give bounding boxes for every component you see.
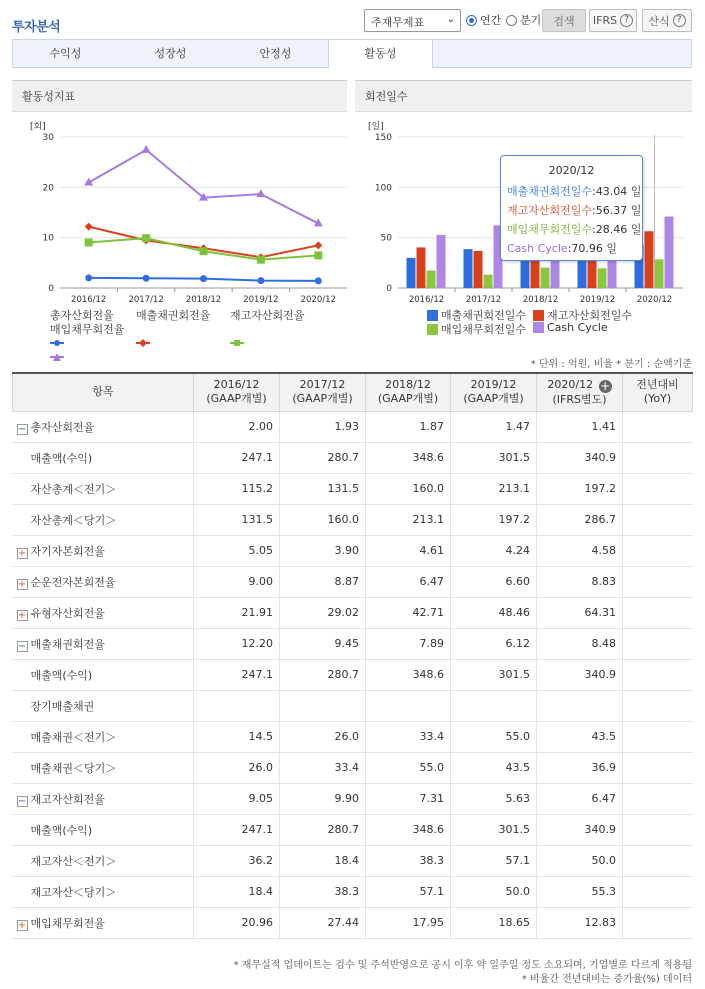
x-tick-label: 2020/12 <box>636 295 673 305</box>
y-tick-label: 30 <box>42 133 54 143</box>
row-label-cell <box>13 566 194 597</box>
row-label-cell <box>13 876 194 907</box>
value-cell <box>623 504 693 535</box>
tab-growth[interactable]: 성장성 <box>154 47 187 60</box>
value-cell: 1.87 <box>366 411 451 442</box>
value-cell <box>623 814 693 845</box>
value-cell: 340.9 <box>537 442 623 473</box>
legend-triangle-marker-icon <box>50 353 64 361</box>
table-row[interactable] <box>13 783 693 814</box>
y-tick-label: 0 <box>48 284 54 294</box>
legend-swatch <box>533 310 544 321</box>
value-cell: 280.7 <box>280 814 366 845</box>
tooltip-row <box>507 201 642 220</box>
table-row <box>13 442 693 473</box>
radio-quarter[interactable] <box>506 12 541 28</box>
value-cell: 247.1 <box>194 442 280 473</box>
legend-item[interactable] <box>230 307 304 323</box>
select-value: 주재무제표 <box>371 16 425 29</box>
value-cell: 48.46 <box>451 597 537 628</box>
value-cell: 50.0 <box>537 845 623 876</box>
value-cell: 6.12 <box>451 628 537 659</box>
footnote-yoy: * 비율간 전년대비는 증가율(%) 데이터 <box>521 974 692 985</box>
formula-button[interactable] <box>642 9 692 32</box>
panel-title: 활동성지표 <box>12 80 347 112</box>
value-cell: 29.02 <box>280 597 366 628</box>
value-cell: 131.5 <box>280 473 366 504</box>
tooltip-row <box>507 220 642 239</box>
table-row <box>13 845 693 876</box>
row-label: 유형자산회전율 <box>30 606 105 620</box>
table-row <box>13 814 693 845</box>
radio-annual-label: 연간 <box>480 14 502 27</box>
value-cell: 3.90 <box>280 535 366 566</box>
tooltip-label: 매입채무회전일수 <box>507 223 593 236</box>
x-tick-label: 2017/12 <box>465 295 502 305</box>
value-cell: 7.89 <box>366 628 451 659</box>
radio-unchecked-icon <box>506 15 517 26</box>
value-cell: 9.90 <box>280 783 366 814</box>
chart-tooltip <box>500 155 643 261</box>
value-cell: 50.0 <box>451 876 537 907</box>
value-cell: 17.95 <box>366 907 451 938</box>
value-cell <box>623 721 693 752</box>
value-cell: 1.41 <box>537 411 623 442</box>
table-row <box>13 504 693 535</box>
value-cell: 8.87 <box>280 566 366 597</box>
value-cell: 7.31 <box>366 783 451 814</box>
value-cell: 247.1 <box>194 659 280 690</box>
value-cell: 6.47 <box>366 566 451 597</box>
value-cell: 57.1 <box>451 845 537 876</box>
row-label: 재고자산회전율 <box>30 792 105 806</box>
legend-label: 매출채권회전율 <box>136 309 211 322</box>
statement-type-select[interactable] <box>364 9 461 32</box>
row-label: 매출액(수익) <box>30 668 93 682</box>
value-cell: 348.6 <box>366 442 451 473</box>
x-tick-label: 2018/12 <box>185 295 222 305</box>
radio-quarter-label: 분기 <box>520 14 542 27</box>
row-label: 매출채권회전율 <box>30 637 105 651</box>
value-cell: 5.63 <box>451 783 537 814</box>
collapse-icon[interactable]: − <box>17 640 27 652</box>
panel-title: 회전일수 <box>355 80 692 112</box>
value-cell: 36.2 <box>194 845 280 876</box>
row-label-cell <box>13 783 194 814</box>
value-cell: 2.00 <box>194 411 280 442</box>
row-label: 재고자산＜전기＞ <box>30 854 117 868</box>
y-axis-unit-label: [일] <box>368 122 384 132</box>
table-row[interactable] <box>13 628 693 659</box>
value-cell: 9.00 <box>194 566 280 597</box>
value-cell: 1.93 <box>280 411 366 442</box>
row-label: 장기매출채권 <box>30 699 95 713</box>
tab-stability[interactable]: 안정성 <box>259 47 292 60</box>
value-cell: 20.96 <box>194 907 280 938</box>
value-cell <box>623 442 693 473</box>
ifrs-button[interactable] <box>589 9 637 32</box>
value-cell <box>623 597 693 628</box>
tooltip-label: 재고자산회전일수 <box>507 204 593 217</box>
value-cell: 213.1 <box>451 473 537 504</box>
column-header-period <box>366 373 451 411</box>
table-row[interactable] <box>13 597 693 628</box>
value-cell: 301.5 <box>451 814 537 845</box>
ifrs-label: IFRS <box>592 14 618 27</box>
tooltip-value: :56.37 일 <box>592 204 642 217</box>
row-label-cell <box>13 907 194 938</box>
value-cell: 27.44 <box>280 907 366 938</box>
value-cell: 64.31 <box>537 597 623 628</box>
value-cell: 197.2 <box>451 504 537 535</box>
tooltip-label: Cash Cycle <box>507 242 568 255</box>
value-cell: 348.6 <box>366 659 451 690</box>
value-cell <box>623 752 693 783</box>
expand-icon[interactable]: + <box>17 547 27 559</box>
value-cell <box>623 628 693 659</box>
expand-icon[interactable]: + <box>17 919 27 931</box>
value-cell: 9.05 <box>194 783 280 814</box>
collapse-icon[interactable]: − <box>17 423 27 435</box>
expand-icon[interactable]: + <box>17 578 27 590</box>
value-cell: 43.5 <box>537 721 623 752</box>
header-line2: (GAAP개별) <box>206 392 267 406</box>
tab-profitability[interactable]: 수익성 <box>49 47 82 60</box>
row-label-cell <box>13 535 194 566</box>
row-label-cell <box>13 442 194 473</box>
row-label-cell <box>13 504 194 535</box>
value-cell: 18.4 <box>280 845 366 876</box>
legend-label: 총자산회전율 <box>50 309 114 322</box>
row-label-cell <box>13 659 194 690</box>
legend-circle-marker-icon <box>50 339 64 347</box>
y-tick-label: 10 <box>42 233 54 244</box>
x-tick-label: 2016/12 <box>71 295 107 305</box>
header-line2: (GAAP개별) <box>463 392 524 406</box>
legend-item[interactable] <box>427 321 526 337</box>
tooltip-value: :28.46 일 <box>592 223 642 236</box>
table-row <box>13 876 693 907</box>
x-tick-label: 2019/12 <box>579 295 616 305</box>
value-cell: 6.47 <box>537 783 623 814</box>
row-label-cell <box>13 814 194 845</box>
value-cell <box>623 690 693 721</box>
value-cell: 301.5 <box>451 442 537 473</box>
header-line1: 전년대비 <box>636 378 679 392</box>
column-header-period <box>194 373 280 411</box>
x-tick-label: 2018/12 <box>522 295 559 305</box>
row-label: 순운전자본회전율 <box>30 575 116 589</box>
value-cell: 5.05 <box>194 535 280 566</box>
tooltip-row <box>507 239 636 258</box>
row-label-cell <box>13 628 194 659</box>
row-label-cell <box>13 690 194 721</box>
legend-label: 매입채무회전일수 <box>441 323 527 336</box>
legend-item[interactable] <box>50 321 124 337</box>
legend-item[interactable] <box>136 307 210 323</box>
header-line2: (GAAP개별) <box>292 392 353 406</box>
value-cell: 4.61 <box>366 535 451 566</box>
value-cell: 1.47 <box>451 411 537 442</box>
header-line2: (GAAP개별) <box>377 392 439 406</box>
value-cell <box>194 690 280 721</box>
value-cell: 33.4 <box>366 721 451 752</box>
help-icon: ? <box>620 14 633 27</box>
value-cell: 36.9 <box>537 752 623 783</box>
value-cell: 12.20 <box>194 628 280 659</box>
header-line1: 2020/12 <box>547 377 594 391</box>
collapse-icon[interactable]: − <box>17 795 27 807</box>
chevron-down-icon: ⌄ <box>446 14 455 25</box>
value-cell: 115.2 <box>194 473 280 504</box>
value-cell: 340.9 <box>537 659 623 690</box>
row-label: 재고자산＜당기＞ <box>30 885 117 899</box>
legend-label: Cash Cycle <box>547 321 608 334</box>
table-row <box>13 721 693 752</box>
value-cell <box>623 473 693 504</box>
footnote-update: * 재무실적 업데이트는 검수 및 주석반영으로 공시 이후 약 일주일 정도 소요되며, 기업별로 다르게 적용됨 <box>233 960 692 971</box>
value-cell: 280.7 <box>280 442 366 473</box>
value-cell: 213.1 <box>366 504 451 535</box>
column-header-period <box>451 373 537 411</box>
units-note: * 단위 : 억원, 비율 * 분기 : 순액기준 <box>530 359 692 370</box>
tooltip-row <box>507 182 642 201</box>
value-cell: 286.7 <box>537 504 623 535</box>
column-header-item: 항목 <box>13 373 194 411</box>
value-cell: 26.0 <box>194 752 280 783</box>
search-button[interactable]: 검색 <box>542 9 586 32</box>
value-cell: 18.65 <box>451 907 537 938</box>
table-row[interactable] <box>13 411 693 442</box>
table-row[interactable] <box>13 535 693 566</box>
radio-annual[interactable] <box>466 12 501 28</box>
x-tick-label: 2016/12 <box>408 295 445 305</box>
column-header-yoy <box>623 373 693 411</box>
expand-icon[interactable]: + <box>17 609 27 621</box>
table-row <box>13 752 693 783</box>
activity-table <box>12 372 693 939</box>
row-label: 매입채무회전율 <box>30 916 105 930</box>
header-line2: (YoY) <box>643 392 672 406</box>
formula-label: 산식 <box>648 14 670 28</box>
value-cell: 4.58 <box>537 535 623 566</box>
tooltip-label: 매출채권회전일수 <box>507 185 593 198</box>
value-cell: 14.5 <box>194 721 280 752</box>
legend-label: 매출채권회전일수 <box>441 309 527 322</box>
value-cell <box>537 690 623 721</box>
legend-label: 재고자산회전율 <box>230 309 305 322</box>
x-tick-label: 2020/12 <box>300 295 336 305</box>
value-cell: 12.83 <box>537 907 623 938</box>
row-label-cell <box>13 473 194 504</box>
add-column-icon[interactable]: + <box>600 378 611 393</box>
value-cell: 6.60 <box>451 566 537 597</box>
page-title: 투자분석 <box>12 20 61 35</box>
value-cell: 160.0 <box>366 473 451 504</box>
value-cell: 21.91 <box>194 597 280 628</box>
tab-activity[interactable]: 활동성 <box>328 39 433 68</box>
value-cell: 301.5 <box>451 659 537 690</box>
legend-label: 재고자산회전일수 <box>547 309 633 322</box>
row-label: 자산총계＜당기＞ <box>30 513 117 527</box>
value-cell: 4.24 <box>451 535 537 566</box>
legend-label: 매입채무회전율 <box>50 323 125 336</box>
legend-square-marker-icon <box>230 339 244 347</box>
value-cell: 38.3 <box>366 845 451 876</box>
value-cell <box>623 659 693 690</box>
row-label: 자산총계＜전기＞ <box>30 482 117 496</box>
value-cell: 18.4 <box>194 876 280 907</box>
y-axis-unit-label: [회] <box>30 122 46 132</box>
tooltip-value: :43.04 일 <box>592 185 642 198</box>
value-cell <box>623 566 693 597</box>
table-header-row <box>13 373 693 411</box>
row-label: 총자산회전율 <box>30 420 95 434</box>
value-cell: 160.0 <box>280 504 366 535</box>
value-cell: 340.9 <box>537 814 623 845</box>
value-cell: 348.6 <box>366 814 451 845</box>
table-row <box>13 659 693 690</box>
help-icon: ? <box>673 14 686 27</box>
value-cell: 131.5 <box>194 504 280 535</box>
value-cell: 280.7 <box>280 659 366 690</box>
x-tick-label: 2019/12 <box>243 295 279 305</box>
value-cell <box>623 411 693 442</box>
table-row[interactable] <box>13 907 693 938</box>
activity-indicator-panel <box>12 80 347 335</box>
y-tick-label: 0 <box>386 284 392 294</box>
value-cell <box>623 907 693 938</box>
value-cell <box>623 845 693 876</box>
value-cell: 197.2 <box>537 473 623 504</box>
header-line1: 2018/12 <box>385 378 431 392</box>
tooltip-value: :70.96 일 <box>567 242 618 255</box>
left-chart-legend <box>12 80 347 335</box>
value-cell <box>280 690 366 721</box>
header-line1: 2016/12 <box>213 378 260 392</box>
value-cell: 8.83 <box>537 566 623 597</box>
value-cell: 42.71 <box>366 597 451 628</box>
header-line2: (IFRS별도) <box>552 392 607 406</box>
value-cell: 55.0 <box>451 721 537 752</box>
table-row <box>13 473 693 504</box>
header-line1: 2017/12 <box>299 378 346 392</box>
row-label: 자기자본회전율 <box>30 544 105 558</box>
radio-checked-icon <box>466 15 477 26</box>
header-line1: 2019/12 <box>470 378 517 392</box>
row-label: 매출액(수익) <box>30 823 93 837</box>
value-cell: 57.1 <box>366 876 451 907</box>
row-label-cell <box>13 845 194 876</box>
table-row <box>13 690 693 721</box>
y-tick-label: 20 <box>42 183 54 194</box>
row-label-cell <box>13 721 194 752</box>
value-cell <box>623 876 693 907</box>
legend-swatch <box>427 310 438 321</box>
y-tick-label: 50 <box>380 233 392 244</box>
row-label-cell <box>13 597 194 628</box>
y-tick-label: 150 <box>374 133 392 143</box>
value-cell: 8.48 <box>537 628 623 659</box>
column-header-period <box>537 373 623 411</box>
legend-item[interactable] <box>533 321 608 334</box>
value-cell <box>451 690 537 721</box>
row-label: 매출채권＜전기＞ <box>30 730 117 744</box>
tooltip-title: 2020/12 <box>548 164 595 177</box>
value-cell <box>623 783 693 814</box>
x-tick-label: 2017/12 <box>128 295 164 305</box>
row-label-cell <box>13 411 194 442</box>
value-cell: 9.45 <box>280 628 366 659</box>
top-bar <box>0 0 705 38</box>
row-label-cell <box>13 752 194 783</box>
value-cell: 55.3 <box>537 876 623 907</box>
y-tick-label: 100 <box>374 183 392 194</box>
value-cell <box>623 535 693 566</box>
value-cell: 55.0 <box>366 752 451 783</box>
row-label: 매출액(수익) <box>30 451 93 465</box>
value-cell: 43.5 <box>451 752 537 783</box>
tab-bar <box>12 39 692 68</box>
value-cell: 33.4 <box>280 752 366 783</box>
value-cell: 38.3 <box>280 876 366 907</box>
legend-swatch <box>533 322 544 333</box>
legend-diamond-marker-icon <box>136 339 150 347</box>
value-cell: 247.1 <box>194 814 280 845</box>
column-header-period <box>280 373 366 411</box>
value-cell: 26.0 <box>280 721 366 752</box>
table-row[interactable] <box>13 566 693 597</box>
legend-swatch <box>427 324 438 335</box>
value-cell <box>366 690 451 721</box>
row-label: 매출채권＜당기＞ <box>30 761 117 775</box>
